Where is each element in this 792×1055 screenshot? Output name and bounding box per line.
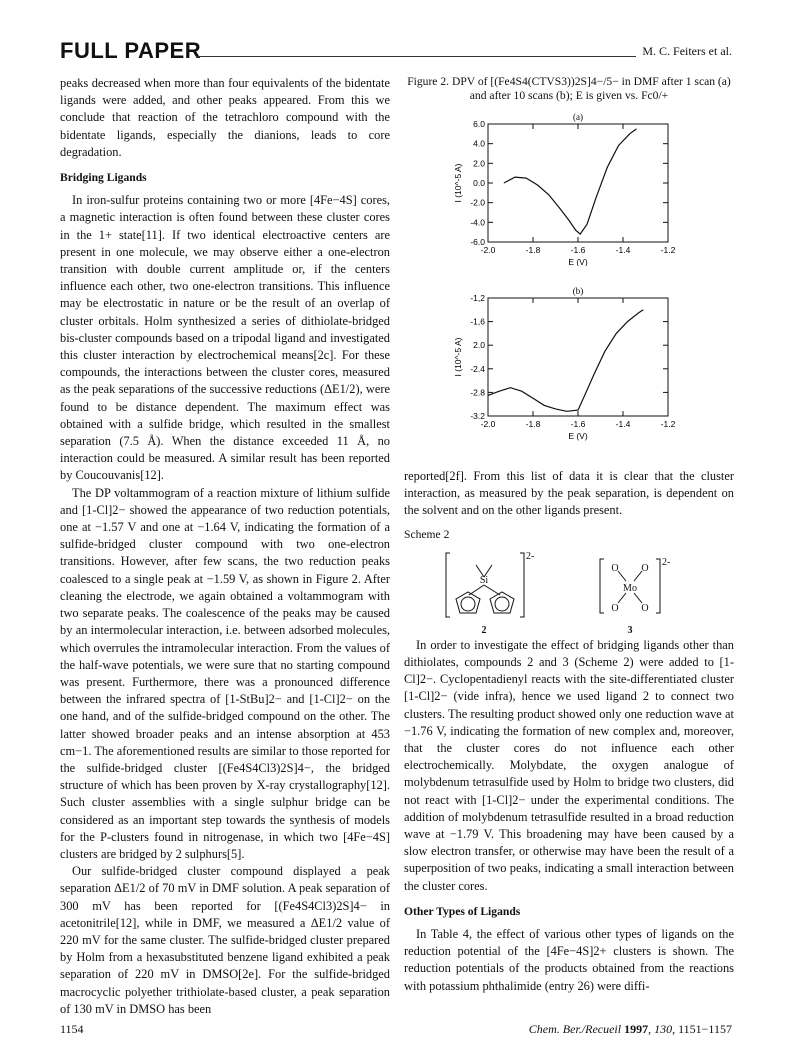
journal-name: Chem. Ber./Recueil [528, 1022, 622, 1036]
x-tick-label: -1.8 [525, 245, 541, 255]
scheme-charge-2: 2- [526, 550, 535, 562]
chart-a-svg [404, 106, 734, 266]
figure-caption: Figure 2. DPV of [(Fe4S4(CTVS3))2S]4−/5− in DMF after 1 scan (a) and after 10 scans (b); E is given vs. Fc0/+ [407, 75, 731, 102]
plot-frame [488, 124, 668, 242]
y-tick-label: -2.0 [470, 197, 485, 208]
paragraph: reported[2f]. From this list of data it is clear that the cluster interaction, as measured by the peak separation, is dependent on the solvent and on the other ligands present. [404, 469, 734, 518]
scheme-o-label: O [641, 562, 649, 574]
y-tick-label: 2.0 [473, 158, 485, 169]
x-tick-label: -1.2 [660, 419, 676, 429]
x-tick-label: -2.0 [480, 419, 496, 429]
series-line [504, 129, 637, 234]
y-axis-label: I (10^-5 A) [453, 337, 463, 377]
paragraph: In order to investigate the effect of bridging ligands other than dithiolates, compounds 2 and 3 (Scheme 2) were added to [1-Cl]2−. Cyclopentadienyl reacts with the site-differentiated cluster [1-Cl]2− (vide infra), hence we used ligand 2 to connect two clusters. The resulting product showed only one reduction wave at −1.76 V, indicating the formation of new complex and, moreover, that the cluster cores do not influence each other electrochemically. Molybdate, the oxygen analogue of molybdenum tetrasulfide used by Holm to bridge two clusters, did not react with [1-Cl]2− under the experimental conditions. The addition of molybdenum tetrasulfide resulted in a broad reduction wave at −1.79 V. This broadening may have been caused by a slow electron transfer, or otherwise may have been the result of a superposition of two peaks, indicating a small interaction between the cluster cores. [404, 637, 734, 893]
journal-citation: Chem. Ber./Recueil 1997, 130, 1151−1157 [528, 1022, 732, 1036]
chart-panel-a [404, 106, 734, 266]
journal-volume: 130 [654, 1022, 673, 1036]
y-tick-label: -6.0 [470, 237, 485, 247]
scheme-mo-label: Mo [623, 582, 637, 594]
panel-label: (a) [573, 112, 583, 122]
x-tick-label: -1.4 [615, 245, 631, 255]
panel-label: (b) [572, 286, 584, 296]
x-tick-label: -1.6 [570, 419, 586, 429]
scheme-o-label: O [641, 602, 649, 614]
x-axis-label: E (V) [568, 431, 588, 441]
scheme-svg [404, 547, 734, 637]
plot-frame [488, 298, 668, 416]
y-tick-label: 0.0 [473, 178, 485, 188]
series-line [488, 310, 643, 412]
scheme-o-label: O [611, 602, 619, 614]
y-tick-label: 6.0 [473, 119, 485, 129]
y-tick-label: -1,6 [470, 316, 485, 327]
y-tick-label: 2.0 [473, 340, 485, 351]
compound-3-label: 3 [627, 624, 633, 636]
scheme-si-label: Si [479, 574, 489, 586]
y-tick-label: -4.0 [470, 217, 485, 228]
chart-panel-b [404, 280, 734, 455]
heading-other-ligands: Other Types of Ligands [404, 904, 521, 918]
journal-pages: 1151−1157 [678, 1022, 732, 1036]
x-tick-label: -1.8 [525, 419, 541, 429]
paragraph: In Table 4, the effect of various other types of ligands on the reduction potential of the [4Fe−4S]2+ clusters is shown. The reduction potentials of the products obtained from the reactions with potassium phthalimide (entry 26) were diffi- [404, 927, 734, 993]
y-tick-label: -2.8 [470, 387, 485, 398]
x-tick-label: -1.4 [615, 419, 631, 429]
y-tick-label: 4.0 [473, 138, 485, 149]
scheme-label: Scheme 2 [404, 527, 450, 541]
paragraph: Our sulfide-bridged cluster compound displayed a peak separation ΔE1/2 of 70 mV in DMF solution. A peak separation of 300 mV has been reported for [(Fe4S4Cl3)2S]4− in acetonitrile[12], while in DMF, we measured a ΔE1/2 value of 220 mV for the same cluster. The sulfide-bridged cluster prepared by Holm from a hexasubstituted benzene ligand exhibited a peak separation of 220 mV in DMSO[2e]. For the sulfide-bridged macrocyclic polyether trithiolate-based cluster, a peak separation of 130 mV in DMSO has been [60, 864, 390, 1016]
y-tick-label: -3.2 [470, 411, 485, 421]
x-tick-label: -2.0 [480, 245, 496, 255]
paragraph: The DP voltammogram of a reaction mixture of lithium sulfide and [1-Cl]2− showed the appearance of two reduction potentials, one at −1.57 V and one at −1.64 V, indicating the formation of a sulfide-bridged cluster compound with two one-electron transitions. However, after few scans, the two reduction peaks coalesced to a single peak at −1.59 V, as shown in Figure 2. After cleaning the electrode, we again obtained a voltammogram with two separate peaks. The coalescence of the peaks may be caused by an intermolecular interaction, i.e. between adsorbed molecules, which overrules the intramolecular interaction. From the values of the half-wave potentials, we were sure that no starting compound was present. Furthermore, there was a pronounced difference between the infrared spectra of [1-StBu]2− and [1-Cl]2− on the one hand, and of the sulfide-bridged compound on the other. The latter showed broader peaks and an intense absorption at 453 cm−1. The aforementioned results are similar to those reported for the sulfide-bridged cluster [(Fe4S4Cl3)2S]4−, the bridged structure of which has been proven by X-ray crystallography[12]. Such cluster assemblies with a single sulphur bridge can be considered as an important step towards the synthesis of models for the P-clusters found in nitrogenase, in which two [4Fe−4S] clusters are bridged by 2 sulphurs[5]. [60, 485, 390, 861]
y-tick-label: -2.4 [470, 363, 485, 374]
scheme-charge-3: 2- [662, 556, 671, 568]
x-tick-label: -1.2 [660, 245, 676, 255]
journal-year: 1997 [624, 1022, 649, 1036]
section-title: FULL PAPER [60, 38, 202, 63]
right-column [404, 468, 734, 995]
page-number: 1154 [60, 1022, 84, 1036]
x-axis-label: E (V) [568, 257, 588, 266]
paragraph: peaks decreased when more than four equivalents of the bidentate ligands were added, and other peaks appeared. From this we conclude that reaction of the tetrachloro compound with the bidentate ligands, especially the dianions, leads to core degradation. [60, 76, 390, 159]
scheme-o-label: O [611, 562, 619, 574]
x-tick-label: -1.6 [570, 245, 586, 255]
left-column [60, 75, 390, 1018]
y-axis-label: I (10^-5 A) [453, 163, 463, 203]
compound-2-label: 2 [481, 624, 487, 636]
scheme-2-structures [404, 547, 734, 637]
y-tick-label: -1,2 [470, 293, 485, 303]
heading-bridging-ligands: Bridging Ligands [60, 171, 147, 185]
paragraph: In iron-sulfur proteins containing two or more [4Fe−4S] cores, a magnetic interaction is often found between these cluster cores in the 1+ state[11]. If two identical electroactive centers are present in one molecule, we may observe either a one-electron transition with double current amplitude or, if the centers influence each other, two one-electron transitions. This influence may be electrostatic in nature or be the result of an overlap of cluster orbitals. Holm synthesized a series of dithiolate-bridged bis-cluster compounds based on a tripodal ligand and investigated this cluster interaction by electrochemical means[2c]. For these compounds, the interactions between the cluster cores, measured as the peak separations of the successive reductions (ΔE1/2), were found to be distance dependent. The maximum effect was obtained with a sulfide bridge, which resulted in the smallest separation (7.5 Å). When the distance exceeded 11 Å, no interaction could be measured. A similar result has been reported by Coucouvanis[12]. [60, 193, 390, 483]
header-author: M. C. Feiters et al. [636, 44, 732, 59]
chart-b-svg [404, 280, 734, 455]
